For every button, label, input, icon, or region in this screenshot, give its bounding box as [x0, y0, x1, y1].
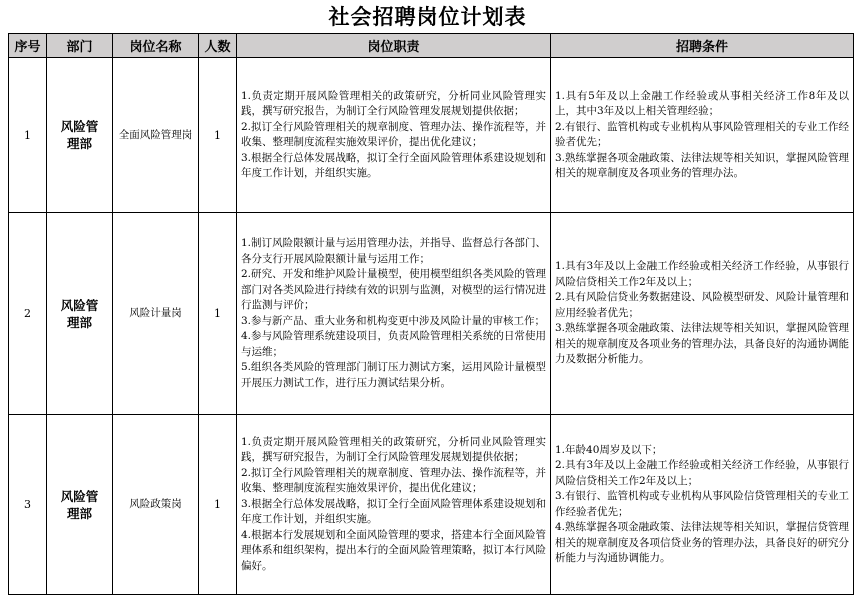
- row-dept: [47, 58, 113, 213]
- requirement-item: 2.具有风险信贷业务数据建设、风险模型研发、风险计量管理和应用经验者优先；: [555, 291, 849, 319]
- duty-item: 3.根据全行总体发展战略，拟订全行全面风险管理体系建设规划和年度工作计划，并组织实施。: [241, 497, 546, 526]
- row-position-name: 风险计量岗: [113, 213, 199, 415]
- row-index: 2: [9, 213, 47, 415]
- duty-item: 4.根据本行发展规划和全面风险管理的要求，搭建本行全面风险管理体系和组织架构，提出本行的全面风险管理策略，拟订本行风险偏好。: [241, 528, 546, 572]
- duty-item: 2.拟订全行风险管理相关的规章制度、管理办法、操作流程等，并收集、整理制度流程实施效果评价，提出优化建议；: [241, 466, 546, 495]
- page-title: 社会招聘岗位计划表: [328, 4, 527, 29]
- requirement-item: 1.具有5年及以上金融工作经验或从事相关经济工作8年及以上，其中3年及以上相关管理经验；: [555, 89, 849, 117]
- requirement-item: 4.熟练掌握各项金融政策、法律法规等相关知识，掌握信贷管理相关的规章制度及各项信贷业务的管理办法，具备良好的研究分析能力与沟通协调能力。: [555, 521, 849, 564]
- row-dept-text: 风险管理部: [60, 488, 99, 521]
- row-index: 3: [9, 415, 47, 595]
- duty-item: 4.参与风险管理系统建设项目，负责风险管理相关系统的日常使用与运维；: [241, 330, 546, 358]
- row-duties: [237, 58, 551, 213]
- header-duties: 岗位职责: [237, 34, 551, 58]
- table-row: [9, 415, 854, 595]
- duty-item: 2.拟订全行风险管理相关的规章制度、管理办法、操作流程等，并收集、整理制度流程实施效果评价，提出优化建议；: [241, 120, 546, 148]
- header-index: 序号: [9, 34, 47, 58]
- requirement-item: 3.有银行、监管机构或专业机构从事风险信贷管理相关的专业工作经验者优先；: [555, 490, 849, 518]
- duty-item: 1.负责定期开展风险管理相关的政策研究，分析同业风险管理实践，撰写研究报告，为制订全行风险管理发展规划提供依据；: [241, 435, 546, 464]
- row-position-name: 风险政策岗: [113, 415, 199, 595]
- requirement-item: 2.具有3年及以上金融工作经验或相关经济工作经验，从事银行风险信贷相关工作2年及以上；: [555, 459, 849, 487]
- row-position-name: 全面风险管理岗: [113, 58, 199, 213]
- header-row: [9, 34, 854, 58]
- row-dept: [47, 415, 113, 595]
- header-dept: 部门: [47, 34, 113, 58]
- requirement-item: 2.有银行、监管机构或专业机构从事风险管理相关的专业工作经验者优先；: [555, 120, 849, 148]
- row-count: 1: [199, 58, 237, 213]
- duty-item: 1.制订风险限额计量与运用管理办法，并指导、监督总行各部门、各分支行开展风险限额计量与运用工作；: [241, 237, 546, 265]
- duty-item: 3.参与新产品、重大业务和机构变更中涉及风险计量的审核工作；: [241, 314, 546, 327]
- table-row: [9, 213, 854, 415]
- header-name: 岗位名称: [113, 34, 199, 58]
- table-row: [9, 58, 854, 213]
- row-dept-text: 风险管理部: [60, 297, 99, 330]
- row-duties: [237, 213, 551, 415]
- row-requirements: [551, 213, 854, 415]
- requirement-item: 3.熟练掌握各项金融政策、法律法规等相关知识，掌握风险管理相关的规章制度及各项业务的管理办法，具备良好的沟通协调能力及数据分析能力。: [555, 322, 849, 366]
- requirement-item: 1.具有3年及以上金融工作经验或相关经济工作经验，从事银行风险信贷相关工作2年及以上；: [555, 260, 849, 288]
- recruitment-table: [8, 33, 854, 595]
- duty-item: 2.研究、开发和维护风险计量模型，使用模型组织各类风险的管理部门对各类风险进行持续有效的识别与监测，对模型的运行情况进行监测与评价；: [241, 268, 546, 311]
- row-count: 1: [199, 213, 237, 415]
- row-index: 1: [9, 58, 47, 213]
- row-duties: [237, 415, 551, 595]
- requirement-item: 3.熟练掌握各项金融政策、法律法规等相关知识，掌握风险管理相关的规章制度及各项业务的管理办法。: [555, 151, 849, 179]
- duty-item: 5.组织各类风险的管理部门制订压力测试方案，运用风险计量模型开展压力测试工作，进行压力测试结果分析。: [241, 361, 546, 389]
- duty-item: 1.负责定期开展风险管理相关的政策研究，分析同业风险管理实践，撰写研究报告，为制订全行风险管理发展规划提供依据；: [241, 89, 546, 117]
- header-count: 人数: [199, 34, 237, 58]
- row-count: 1: [199, 415, 237, 595]
- header-requirements: 招聘条件: [551, 34, 854, 58]
- row-dept-text: 风险管理部: [60, 119, 99, 151]
- row-dept: [47, 213, 113, 415]
- row-requirements: [551, 415, 854, 595]
- row-requirements: [551, 58, 854, 213]
- duty-item: 3.根据全行总体发展战略，拟订全行全面风险管理体系建设规划和年度工作计划，并组织实施。: [241, 151, 546, 179]
- requirement-item: 1.年龄40周岁及以下；: [555, 443, 663, 456]
